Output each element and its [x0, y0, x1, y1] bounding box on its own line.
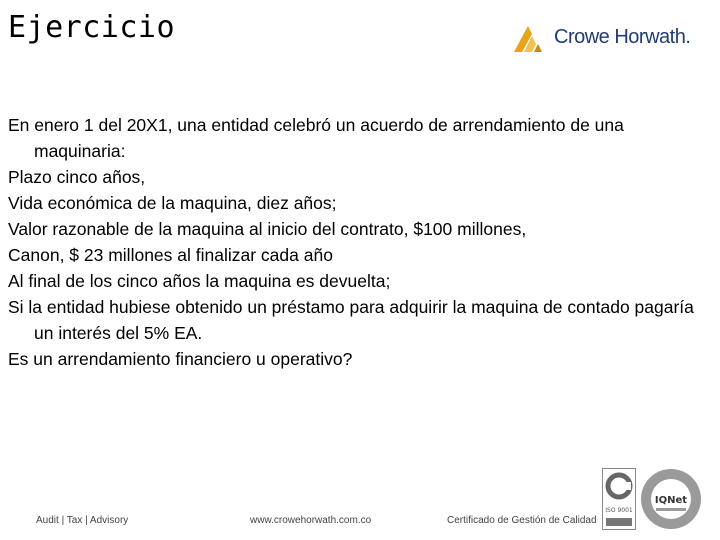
slide-title: Ejercicio	[8, 10, 176, 45]
content-line: Canon, $ 23 millones al finalizar cada año	[8, 245, 333, 265]
crowe-horwath-logo-icon	[512, 22, 550, 54]
footer-certificate: Certificado de Gestión de Calidad	[447, 515, 597, 526]
iqnet-label: IQNet	[654, 495, 688, 506]
slide-content	[8, 112, 698, 372]
content-line: Es un arrendamiento financiero u operativo?	[8, 349, 353, 369]
iqnet-seal-icon	[640, 468, 702, 530]
content-line: Si la entidad hubiese obtenido un préstamo para adquirir la maquina de contado pagaría un interés del 5% EA.	[8, 297, 694, 343]
content-line: Al final de los cinco años la maquina es devuelta;	[8, 271, 391, 291]
content-line: Vida económica de la maquina, diez años;	[8, 193, 337, 213]
logo-text: Crowe Horwath.	[554, 26, 691, 48]
content-line: Valor razonable de la maquina al inicio del contrato, $100 millones,	[8, 219, 527, 239]
iso-certification-icon	[602, 468, 636, 530]
iso-label: ISO 9001	[605, 507, 633, 514]
content-line: Plazo cinco años,	[8, 167, 146, 187]
footer-services: Audit | Tax | Advisory	[36, 515, 129, 526]
content-line: En enero 1 del 20X1, una entidad celebró un acuerdo de arrendamiento de una maquinaria:	[8, 115, 624, 161]
footer-website[interactable]: www.crowehorwath.com.co	[250, 515, 372, 526]
